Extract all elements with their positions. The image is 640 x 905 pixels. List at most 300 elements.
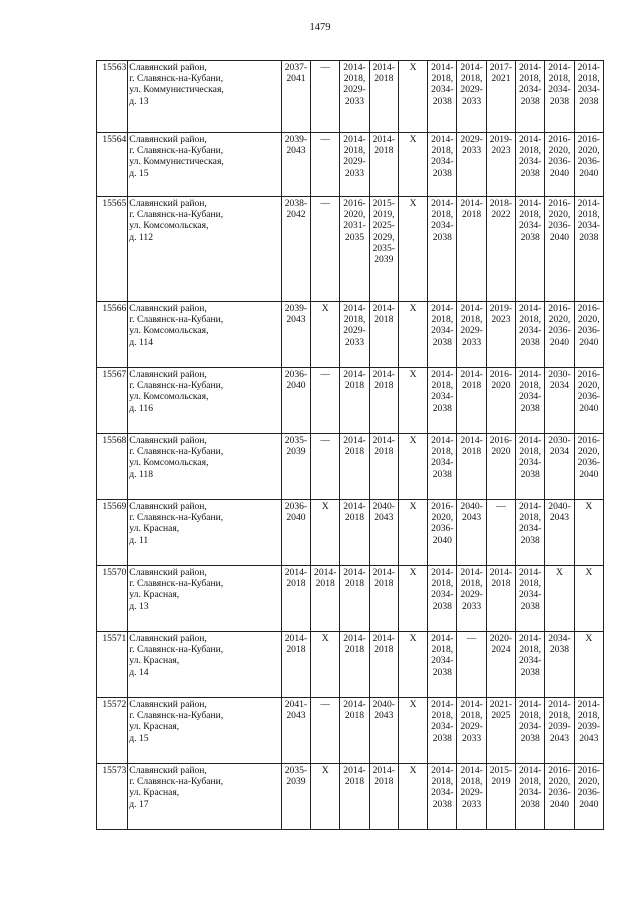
address-line: Славянский район, <box>129 369 207 380</box>
period-line: 2029- <box>460 589 483 601</box>
address-line: Славянский район, <box>129 303 207 314</box>
period-line: 2029- <box>460 134 483 145</box>
period-line: 2014- <box>372 62 395 73</box>
period-line: 2034- <box>518 156 542 168</box>
period-line: 2014- <box>577 62 600 73</box>
period-line: 2014- <box>460 62 483 73</box>
period-line: 2042 <box>286 209 306 221</box>
period-line: 2014- <box>460 303 483 314</box>
period-line: 2016- <box>548 198 571 209</box>
period-line: 2018, <box>519 380 541 392</box>
period-cell <box>281 302 310 368</box>
address-line: г. Славянск-на-Кубани, <box>129 644 224 656</box>
address-cell <box>128 368 282 434</box>
period-cell <box>574 698 603 764</box>
period-cell <box>398 133 427 197</box>
period-line: 2031- <box>343 220 366 232</box>
period-cell <box>428 632 457 698</box>
period-line: 2033 <box>462 798 482 810</box>
record-number: 15571 <box>97 632 128 698</box>
period-line: 2020, <box>548 209 571 221</box>
period-line: 2038 <box>520 95 540 107</box>
period-line: — <box>320 134 331 145</box>
address-cell <box>128 500 282 566</box>
period-cell <box>398 698 427 764</box>
period-line: 2014- <box>343 567 366 578</box>
period-line: 2018- <box>489 198 513 209</box>
table-row <box>97 500 604 566</box>
period-line: 2043 <box>549 512 570 524</box>
period-line: 2014- <box>518 435 542 446</box>
address-line: ул. Комсомольская, <box>129 325 209 337</box>
period-line: 2020, <box>548 776 571 788</box>
period-line: 2014- <box>372 765 395 776</box>
address-line: ул. Красная, <box>129 721 180 733</box>
period-line: 2016- <box>489 369 513 380</box>
period-line: 2018, <box>431 380 454 392</box>
period-line: 2016- <box>577 369 600 380</box>
period-line: 2014- <box>431 699 454 710</box>
period-line: 2016- <box>489 435 513 446</box>
period-line: 2014- <box>372 435 395 446</box>
record-number: 15564 <box>97 133 128 197</box>
period-line: 2014- <box>431 567 454 578</box>
period-line: 2018, <box>548 710 571 722</box>
period-cell <box>340 434 369 500</box>
period-line: 2034- <box>577 220 600 232</box>
address-line: д. 13 <box>129 95 149 107</box>
period-line: 2036- <box>284 501 308 512</box>
period-line: 2018, <box>460 710 483 722</box>
period-cell <box>428 133 457 197</box>
period-cell <box>311 632 340 698</box>
address-line: ул. Коммунистическая, <box>129 84 224 96</box>
period-cell <box>398 302 427 368</box>
period-cell <box>428 434 457 500</box>
period-line: 2040 <box>579 167 599 179</box>
address-cell <box>128 133 282 197</box>
address-line: ул. Красная, <box>129 787 180 799</box>
period-line: 2014- <box>431 369 454 380</box>
period-line: 2040- <box>548 501 571 512</box>
address-line: Славянский район, <box>129 699 207 710</box>
period-line: 2038 <box>432 600 452 612</box>
period-line: 2040- <box>372 501 395 512</box>
period-cell <box>545 368 574 434</box>
period-line: Х <box>409 62 417 73</box>
period-cell <box>398 764 427 830</box>
period-cell <box>340 61 369 133</box>
period-cell <box>311 434 340 500</box>
period-line: 2034- <box>548 633 571 644</box>
period-line: 2023 <box>491 314 511 326</box>
period-line: 2014- <box>518 765 542 776</box>
address-line: Славянский район, <box>129 765 207 776</box>
period-line: 2033 <box>462 732 482 744</box>
period-cell <box>428 566 457 632</box>
address-line: д. 114 <box>129 336 154 348</box>
period-cell <box>428 368 457 434</box>
period-line: Х <box>409 303 417 314</box>
period-cell <box>486 632 515 698</box>
period-line: 2033 <box>462 600 482 612</box>
period-line: 2034- <box>431 325 454 337</box>
period-line: 2038 <box>432 666 452 678</box>
period-line: 2014- <box>431 198 454 209</box>
period-line: 2040- <box>460 501 483 512</box>
period-line: 2018, <box>460 73 483 85</box>
period-line: 2014- <box>431 62 454 73</box>
period-cell <box>428 302 457 368</box>
period-line: Х <box>556 567 563 578</box>
period-cell <box>545 197 574 302</box>
period-line: 2038 <box>432 95 452 107</box>
period-cell <box>311 302 340 368</box>
address-cell <box>128 434 282 500</box>
period-line: 2039- <box>284 303 308 314</box>
period-line: 2040 <box>549 798 570 810</box>
record-number: 15563 <box>97 61 128 133</box>
period-line: 2014- <box>343 501 366 512</box>
period-line: 2043 <box>286 314 306 326</box>
period-cell <box>311 368 340 434</box>
period-line: — <box>320 699 331 710</box>
period-line: 2038 <box>432 798 452 810</box>
period-cell <box>457 302 486 368</box>
period-line: 2018, <box>519 512 541 524</box>
period-line: 2015- <box>372 198 395 209</box>
period-line: 2016- <box>431 501 454 512</box>
period-line: 2018 <box>344 776 365 788</box>
period-line: 2014- <box>548 62 571 73</box>
period-line: 2034- <box>431 589 454 601</box>
period-line: 2014- <box>431 303 454 314</box>
period-cell <box>281 566 310 632</box>
period-line: 2018 <box>344 644 365 656</box>
period-line: 2018, <box>519 644 541 656</box>
address-line: ул. Красная, <box>129 655 180 667</box>
period-line: 2034- <box>518 589 542 601</box>
period-line: 2018, <box>431 446 454 458</box>
address-line: г. Славянск-на-Кубани, <box>129 776 224 788</box>
period-line: 2014- <box>548 699 571 710</box>
period-line: 2038 <box>549 644 570 656</box>
period-line: 2018 <box>374 578 394 590</box>
period-line: 2020, <box>343 209 366 221</box>
record-number: 15566 <box>97 302 128 368</box>
period-line: 2034- <box>548 84 571 96</box>
period-cell <box>457 566 486 632</box>
period-line: Х <box>321 633 329 644</box>
period-line: 2018 <box>315 578 335 590</box>
period-line: 2019- <box>489 134 513 145</box>
period-cell <box>545 302 574 368</box>
period-line: 2018 <box>344 710 365 722</box>
period-line: 2043 <box>579 732 599 744</box>
address-line: г. Славянск-на-Кубани, <box>129 380 224 392</box>
period-cell <box>398 434 427 500</box>
period-line: 2018 <box>344 578 365 590</box>
period-line: Х <box>321 765 329 776</box>
period-line: 2014- <box>518 567 542 578</box>
period-cell <box>516 434 545 500</box>
period-line: 2038 <box>520 231 540 243</box>
period-line: 2034- <box>518 457 542 469</box>
address-line: г. Славянск-на-Кубани, <box>129 145 224 157</box>
period-line: 2014- <box>577 699 600 710</box>
period-line: 2018 <box>374 776 394 788</box>
period-line: 2014- <box>518 303 542 314</box>
period-line: 2018 <box>462 380 482 392</box>
period-line: 2016- <box>343 198 366 209</box>
period-line: 2035 <box>344 231 365 243</box>
period-cell <box>545 632 574 698</box>
period-line: 2036- <box>548 325 571 337</box>
period-line: 2038 <box>549 95 570 107</box>
period-line: 2018, <box>431 776 454 788</box>
period-cell <box>457 61 486 133</box>
period-line: 2016- <box>577 435 600 446</box>
record-number: 15572 <box>97 698 128 764</box>
period-line: 2018 <box>374 446 394 458</box>
period-cell <box>398 632 427 698</box>
period-line: 2018, <box>431 145 454 157</box>
address-line: Славянский район, <box>129 567 207 578</box>
period-line: 2018 <box>462 446 482 458</box>
period-cell <box>369 500 398 566</box>
period-cell <box>311 566 340 632</box>
period-cell <box>340 302 369 368</box>
period-cell <box>516 197 545 302</box>
period-line: 2014- <box>460 198 483 209</box>
period-line: 2034- <box>577 84 600 96</box>
period-cell <box>281 764 310 830</box>
period-line: 2036- <box>548 156 571 168</box>
address-line: д. 118 <box>129 468 154 480</box>
period-cell <box>311 197 340 302</box>
period-line: 2014- <box>518 501 542 512</box>
period-cell <box>545 764 574 830</box>
period-line: 2040 <box>579 468 599 480</box>
address-line: ул. Комсомольская, <box>129 457 209 469</box>
period-line: Х <box>409 134 417 145</box>
period-line: 2020, <box>431 512 454 524</box>
period-line: 2039 <box>286 446 306 458</box>
period-cell <box>398 368 427 434</box>
address-line: д. 11 <box>129 534 149 546</box>
period-line: 2018, <box>519 710 541 722</box>
period-cell <box>486 764 515 830</box>
period-line: 2034- <box>518 721 542 733</box>
period-line: 2018, <box>519 578 541 590</box>
period-line: 2018, <box>460 776 483 788</box>
period-cell <box>340 133 369 197</box>
period-cell <box>340 368 369 434</box>
period-line: 2014- <box>518 198 542 209</box>
period-line: 2033 <box>462 95 482 107</box>
period-line: 2040 <box>286 380 306 392</box>
period-cell <box>369 566 398 632</box>
period-cell <box>457 434 486 500</box>
period-line: 2020 <box>491 380 511 392</box>
period-line: 2018, <box>431 209 454 221</box>
period-line: 2039- <box>548 721 571 733</box>
table-row <box>97 632 604 698</box>
period-line: Х <box>585 501 593 512</box>
period-line: 2029- <box>460 84 483 96</box>
period-line: 2018 <box>374 314 394 326</box>
period-line: 2014- <box>343 62 366 73</box>
period-line: 2036- <box>284 369 308 380</box>
period-cell <box>457 632 486 698</box>
period-line: 2040 <box>286 512 306 524</box>
period-line: 2014- <box>372 369 395 380</box>
address-line: г. Славянск-на-Кубани, <box>129 73 224 85</box>
period-cell <box>369 764 398 830</box>
period-line: 2014- <box>431 633 454 644</box>
period-line: — <box>496 501 506 512</box>
address-cell <box>128 632 282 698</box>
period-cell <box>340 197 369 302</box>
period-line: 2018, <box>460 578 483 590</box>
period-cell <box>574 197 603 302</box>
address-line: д. 17 <box>129 798 149 810</box>
period-cell <box>369 133 398 197</box>
period-cell <box>486 133 515 197</box>
period-line: 2020, <box>578 314 600 326</box>
period-line: 2019, <box>372 209 395 221</box>
period-line: 2038 <box>520 666 540 678</box>
period-line: 2014- <box>343 303 366 314</box>
period-cell <box>574 61 603 133</box>
period-line: 2018 <box>374 644 394 656</box>
period-cell <box>311 764 340 830</box>
period-line: 2014- <box>518 633 542 644</box>
address-line: Славянский район, <box>129 435 207 446</box>
period-line: 2014- <box>372 633 395 644</box>
address-line: Славянский район, <box>129 501 207 512</box>
period-line: Х <box>409 567 417 578</box>
period-cell <box>398 566 427 632</box>
period-cell <box>428 764 457 830</box>
period-line: 2038 <box>432 468 452 480</box>
period-cell <box>398 197 427 302</box>
period-line: — <box>320 198 331 209</box>
period-line: 2018 <box>374 73 394 85</box>
period-cell <box>545 133 574 197</box>
table-row <box>97 61 604 133</box>
period-cell <box>281 197 310 302</box>
period-line: 2036- <box>577 787 600 799</box>
period-line: 2040 <box>549 231 570 243</box>
period-line: 2039 <box>374 254 394 266</box>
period-cell <box>516 302 545 368</box>
period-line: 2040- <box>372 699 395 710</box>
period-line: 2036- <box>548 220 571 232</box>
period-line: 2014- <box>518 699 542 710</box>
period-cell <box>340 566 369 632</box>
address-cell <box>128 302 282 368</box>
period-line: 2019 <box>491 776 511 788</box>
period-line: 2038- <box>284 198 308 209</box>
housing-register-table <box>96 60 604 830</box>
table-row <box>97 133 604 197</box>
address-cell <box>128 566 282 632</box>
table-row <box>97 368 604 434</box>
period-line: 2029, <box>372 231 395 243</box>
period-line: 2034- <box>431 655 454 667</box>
period-line: 2037- <box>284 62 308 73</box>
period-cell <box>457 698 486 764</box>
period-line: 2015- <box>489 765 513 776</box>
address-line: д. 112 <box>129 231 154 243</box>
address-line: ул. Комсомольская, <box>129 220 209 232</box>
period-line: 2018 <box>344 446 365 458</box>
address-line: д. 13 <box>129 600 149 612</box>
period-line: 2014- <box>372 567 395 578</box>
period-cell <box>340 698 369 764</box>
address-cell <box>128 61 282 133</box>
period-line: 2038 <box>432 732 452 744</box>
period-cell <box>516 632 545 698</box>
period-line: 2018 <box>374 145 394 157</box>
period-line: 2038 <box>520 534 540 546</box>
period-line: 2033 <box>462 145 482 157</box>
period-line: 2016- <box>548 134 571 145</box>
period-line: 2014- <box>431 134 454 145</box>
period-cell <box>369 302 398 368</box>
period-line: 2014- <box>460 765 483 776</box>
period-line: 2040 <box>579 402 599 414</box>
period-cell <box>486 566 515 632</box>
period-line: 2035- <box>372 242 395 254</box>
period-line: 2036- <box>577 156 600 168</box>
period-line: Х <box>409 633 417 644</box>
period-line: 2020, <box>578 446 600 458</box>
period-line: 2018 <box>491 578 511 590</box>
period-cell <box>545 61 574 133</box>
period-line: 2038 <box>520 600 540 612</box>
table-row <box>97 434 604 500</box>
period-line: 2018, <box>519 446 541 458</box>
period-line: 2018, <box>548 73 571 85</box>
period-cell <box>486 61 515 133</box>
period-line: 2014- <box>314 567 337 578</box>
period-line: 2014- <box>431 435 454 446</box>
period-line: 2020 <box>491 446 511 458</box>
address-line: Славянский район, <box>129 633 207 644</box>
period-line: Х <box>321 303 329 314</box>
period-cell <box>281 61 310 133</box>
address-line: Славянский район, <box>129 62 207 73</box>
period-line: 2043 <box>462 512 482 524</box>
period-line: 2014- <box>372 303 395 314</box>
period-line: 2034- <box>518 523 542 535</box>
period-cell <box>281 500 310 566</box>
period-line: 2014- <box>343 699 366 710</box>
table-row <box>97 302 604 368</box>
period-line: 2014- <box>577 198 600 209</box>
period-line: 2018, <box>431 314 454 326</box>
period-line: 2016- <box>577 765 600 776</box>
period-cell <box>486 500 515 566</box>
period-line: 2034- <box>518 391 542 403</box>
period-cell <box>340 500 369 566</box>
period-line: 2033 <box>344 336 365 348</box>
period-line: — <box>466 633 477 644</box>
period-cell <box>340 764 369 830</box>
period-line: 2014- <box>460 699 483 710</box>
